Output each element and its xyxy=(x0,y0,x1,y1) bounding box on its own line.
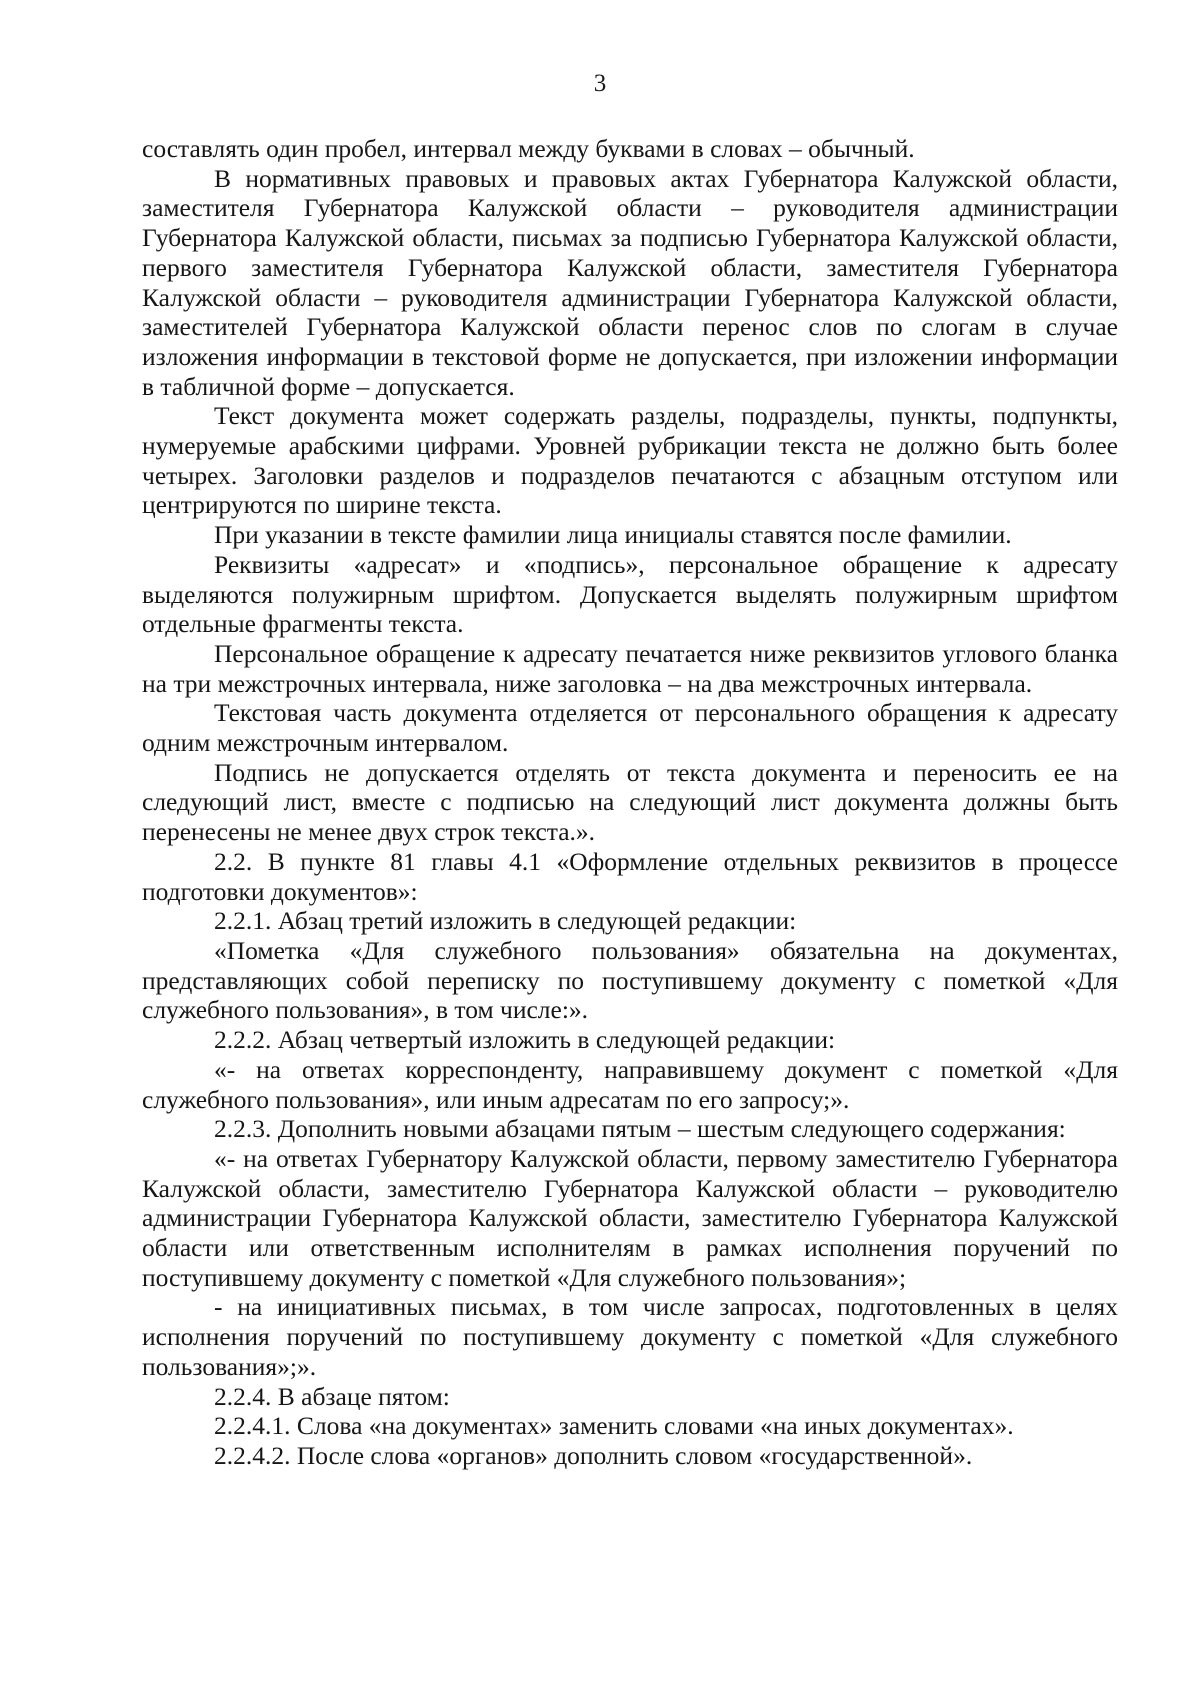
clause-2-2-2: 2.2.2. Абзац четвертый изложить в следующей редакции: xyxy=(214,1025,836,1055)
quote-initiative-letters: - на инициативных письмах, в том числе запросах, подготовленных в целях исполнения поручений по поступившему документу с пометкой «Для служебного пользования»;». xyxy=(142,1292,1118,1381)
paragraph-text-spacing: Текстовая часть документа отделяется от персонального обращения к адресату одним межстрочным интервалом. xyxy=(142,698,1118,758)
paragraph-bold-requisites: Реквизиты «адресат» и «подпись», персональное обращение к адресату выделяются полужирным шрифтом. Допускается выделять полужирным шрифтом отдельные фрагменты текста. xyxy=(142,549,1118,639)
paragraph-signature: Подпись не допускается отделять от текста документа и переносить ее на следующий лист, вместе с подписью на следующий лист документа должны быть перенесены не менее двух строк текста.». xyxy=(142,757,1118,847)
clause-2-2-4-2: 2.2.4.2. После слова «органов» дополнить словом «государственной». xyxy=(214,1440,973,1470)
clause-2-2-4: 2.2.4. В абзаце пятом: xyxy=(214,1381,450,1411)
document-body xyxy=(142,134,1118,1471)
clause-2-2-4-1: 2.2.4.1. Слова «на документах» заменить словами «на иных документах». xyxy=(214,1411,1014,1441)
paragraph-personal-address: Персональное обращение к адресату печатается ниже реквизитов углового бланка на три межстрочных интервала, ниже заголовка – на два межстрочных интервала. xyxy=(142,638,1118,698)
paragraph-word-hyphenation: В нормативных правовых и правовых актах Губернатора Калужской области, заместителя Губернатора Калужской области – руководителя администрации Губернатора Калужской области, письмах за подписью Губернатора Калужской области, первого заместителя Губернатора Калужской области, заместителя Губернатора Калужской области – руководителя администрации Губернатора Калужской области, заместителей Губернатора Калужской области перенос слов по слогам в случае изложения информации в текстовой форме не допускается, при изложении информации в табличной форме – допускается. xyxy=(142,163,1118,401)
clause-2-2: 2.2. В пункте 81 главы 4.1 «Оформление отдельных реквизитов в процессе подготовки документов»: xyxy=(142,846,1118,906)
paragraph-continuation: составлять один пробел, интервал между буквами в словах – обычный. xyxy=(142,134,915,163)
paragraph-text-structure: Текст документа может содержать разделы, подразделы, пункты, подпункты, нумеруемые арабскими цифрами. Уровней рубрикации текста не должно быть более четырех. Заголовки разделов и подразделов печатаются с абзацным отступом или центрируются по ширине текста. xyxy=(142,401,1118,520)
clause-2-2-1: 2.2.1. Абзац третий изложить в следующей редакции: xyxy=(214,906,797,936)
quote-correspondent-answers: «- на ответах корреспонденту, направившему документ с пометкой «Для служебного пользования», или иным адресатам по его запросу;». xyxy=(142,1054,1118,1114)
quote-dsp-mark: «Пометка «Для служебного пользования» обязательна на документах, представляющих собой переписку по поступившему документу с пометкой «Для служебного пользования», в том числе:». xyxy=(142,935,1118,1025)
clause-2-2-3: 2.2.3. Дополнить новыми абзацами пятым – шестым следующего содержания: xyxy=(214,1114,1066,1144)
paragraph-initials: При указании в тексте фамилии лица инициалы ставятся после фамилии. xyxy=(214,520,1012,550)
page-number: 3 xyxy=(593,70,607,97)
quote-governor-answers: «- на ответах Губернатору Калужской области, первому заместителю Губернатора Калужской области, заместителю Губернатора Калужской области – руководителю администрации Губернатора Калужской области, заместителю Губернатора Калужской области или ответственным исполнителям в рамках исполнения поручений по поступившему документу с пометкой «Для служебного пользования»; xyxy=(142,1143,1118,1292)
